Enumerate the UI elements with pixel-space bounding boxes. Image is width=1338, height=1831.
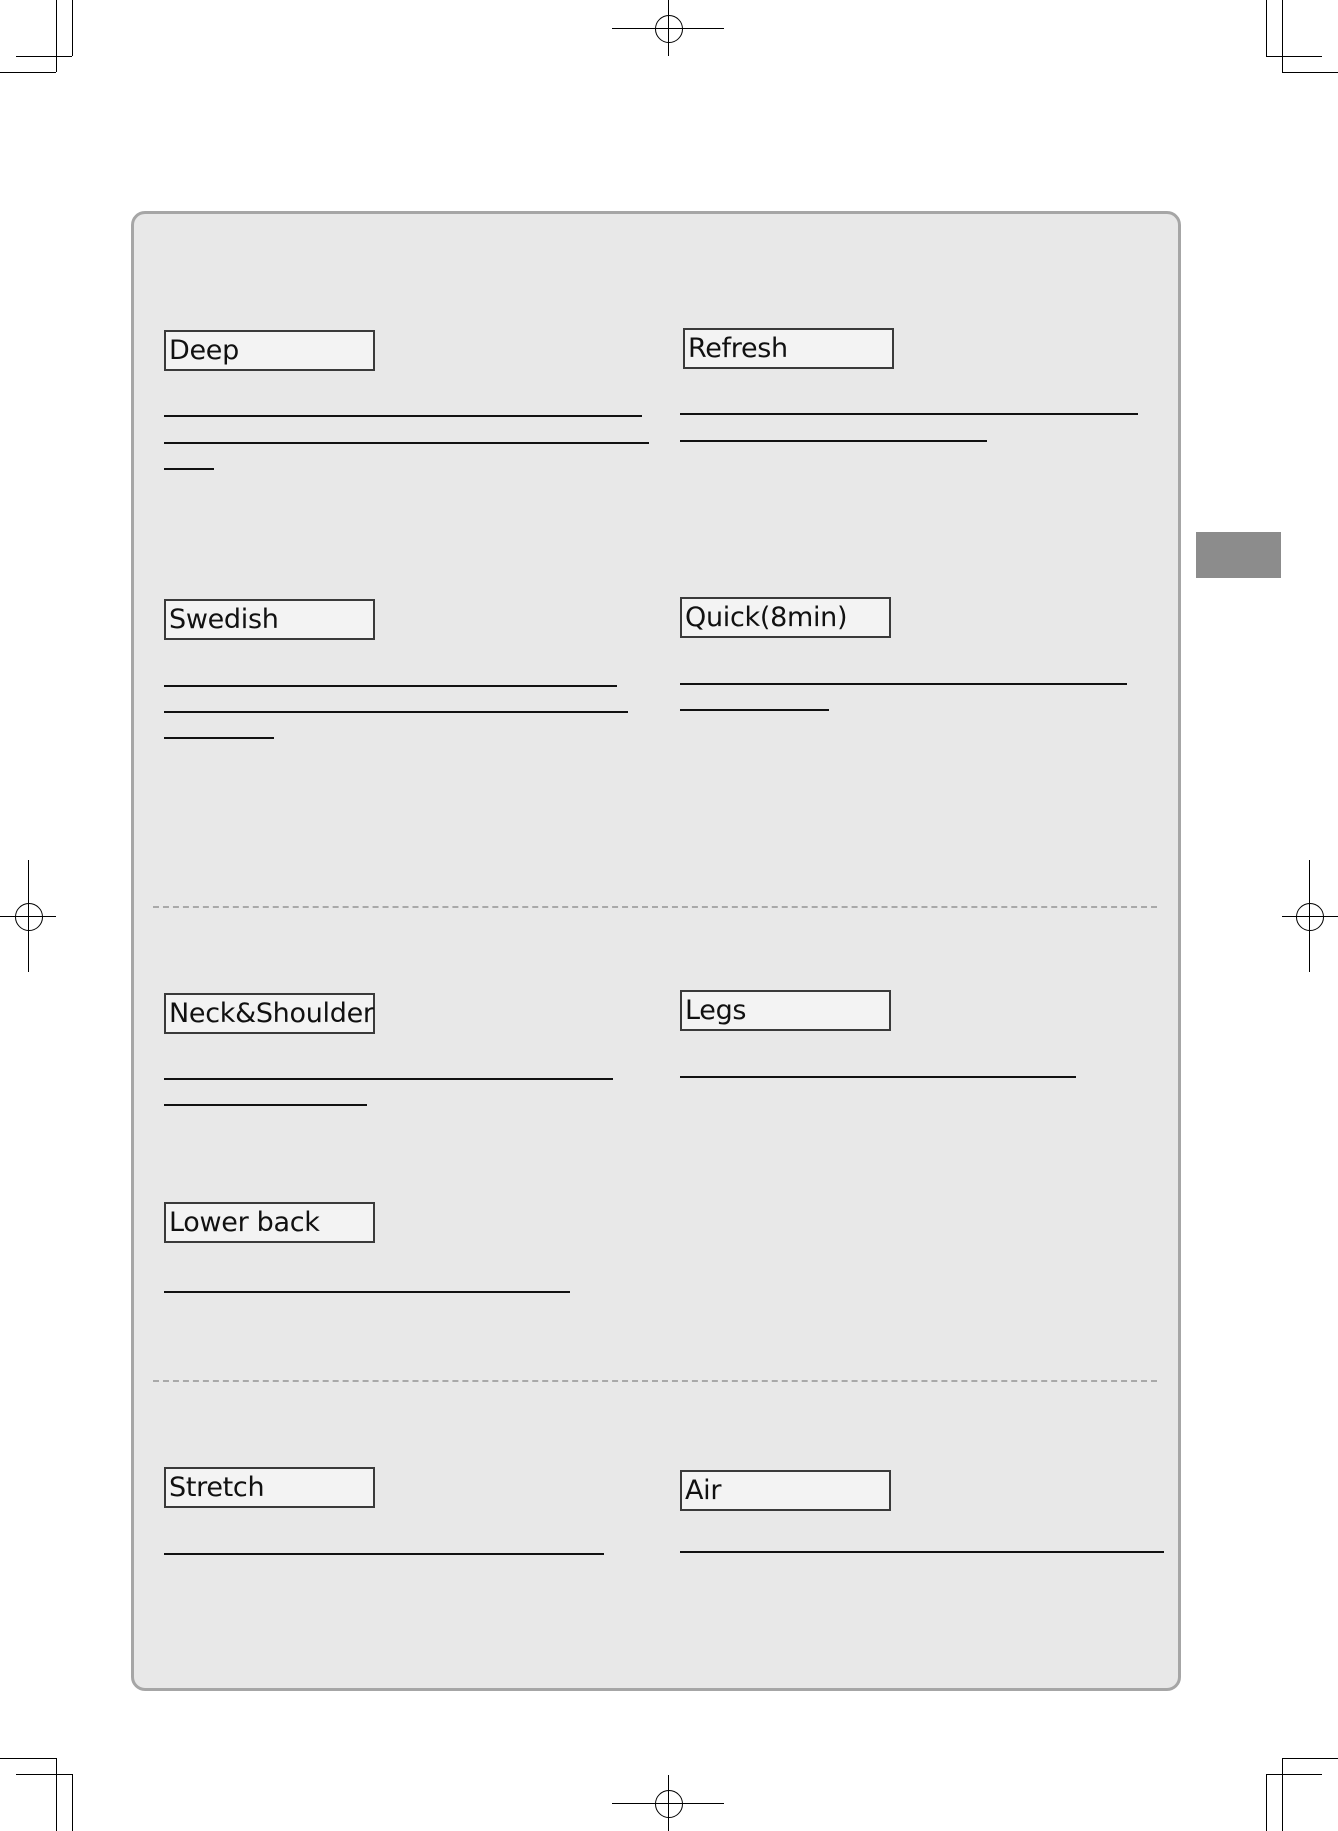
text-line [680,1076,1076,1078]
text-line [164,468,214,470]
crop-mark [1282,1758,1283,1831]
text-line [164,685,617,687]
section-divider [153,1380,1157,1382]
mode-label-legs: Legs [680,990,891,1031]
text-line [164,711,628,713]
mode-label-quick: Quick(8min) [680,597,891,638]
mode-label-refresh: Refresh [683,328,894,369]
mode-label-stretch: Stretch [164,1467,375,1508]
text-line [164,442,649,444]
mode-label-air: Air [680,1470,891,1511]
crop-mark [1282,72,1338,73]
crop-mark [16,56,72,57]
crop-mark [56,0,57,72]
crop-mark [1266,56,1322,57]
crop-mark [1266,1774,1322,1775]
mode-label-deep: Deep [164,330,375,371]
registration-mark-icon [15,903,43,931]
text-line [164,415,642,417]
text-line [680,440,987,442]
registration-mark-icon [1296,903,1324,931]
registration-mark-icon [655,15,683,43]
text-line [164,1104,367,1106]
crop-mark [56,1758,57,1831]
crop-mark [1266,0,1267,56]
section-divider [153,906,1157,908]
text-line [164,1553,604,1555]
crop-mark [0,72,56,73]
crop-mark [0,1758,56,1759]
crop-mark [1282,0,1283,72]
text-line [164,1078,613,1080]
section-side-tab [1196,532,1281,578]
text-line [680,413,1138,415]
text-line [680,683,1127,685]
text-line [164,737,274,739]
crop-mark [72,0,73,56]
text-line [164,1291,570,1293]
registration-mark-icon [655,1790,683,1818]
mode-label-swedish: Swedish [164,599,375,640]
crop-mark [1266,1774,1267,1831]
crop-mark [72,1774,73,1831]
crop-mark [16,1774,72,1775]
text-line [680,1551,1164,1553]
mode-label-lower-back: Lower back [164,1202,375,1243]
text-line [680,709,829,711]
mode-label-neck-shoulder: Neck&Shoulder [164,993,375,1034]
crop-mark [1282,1758,1338,1759]
